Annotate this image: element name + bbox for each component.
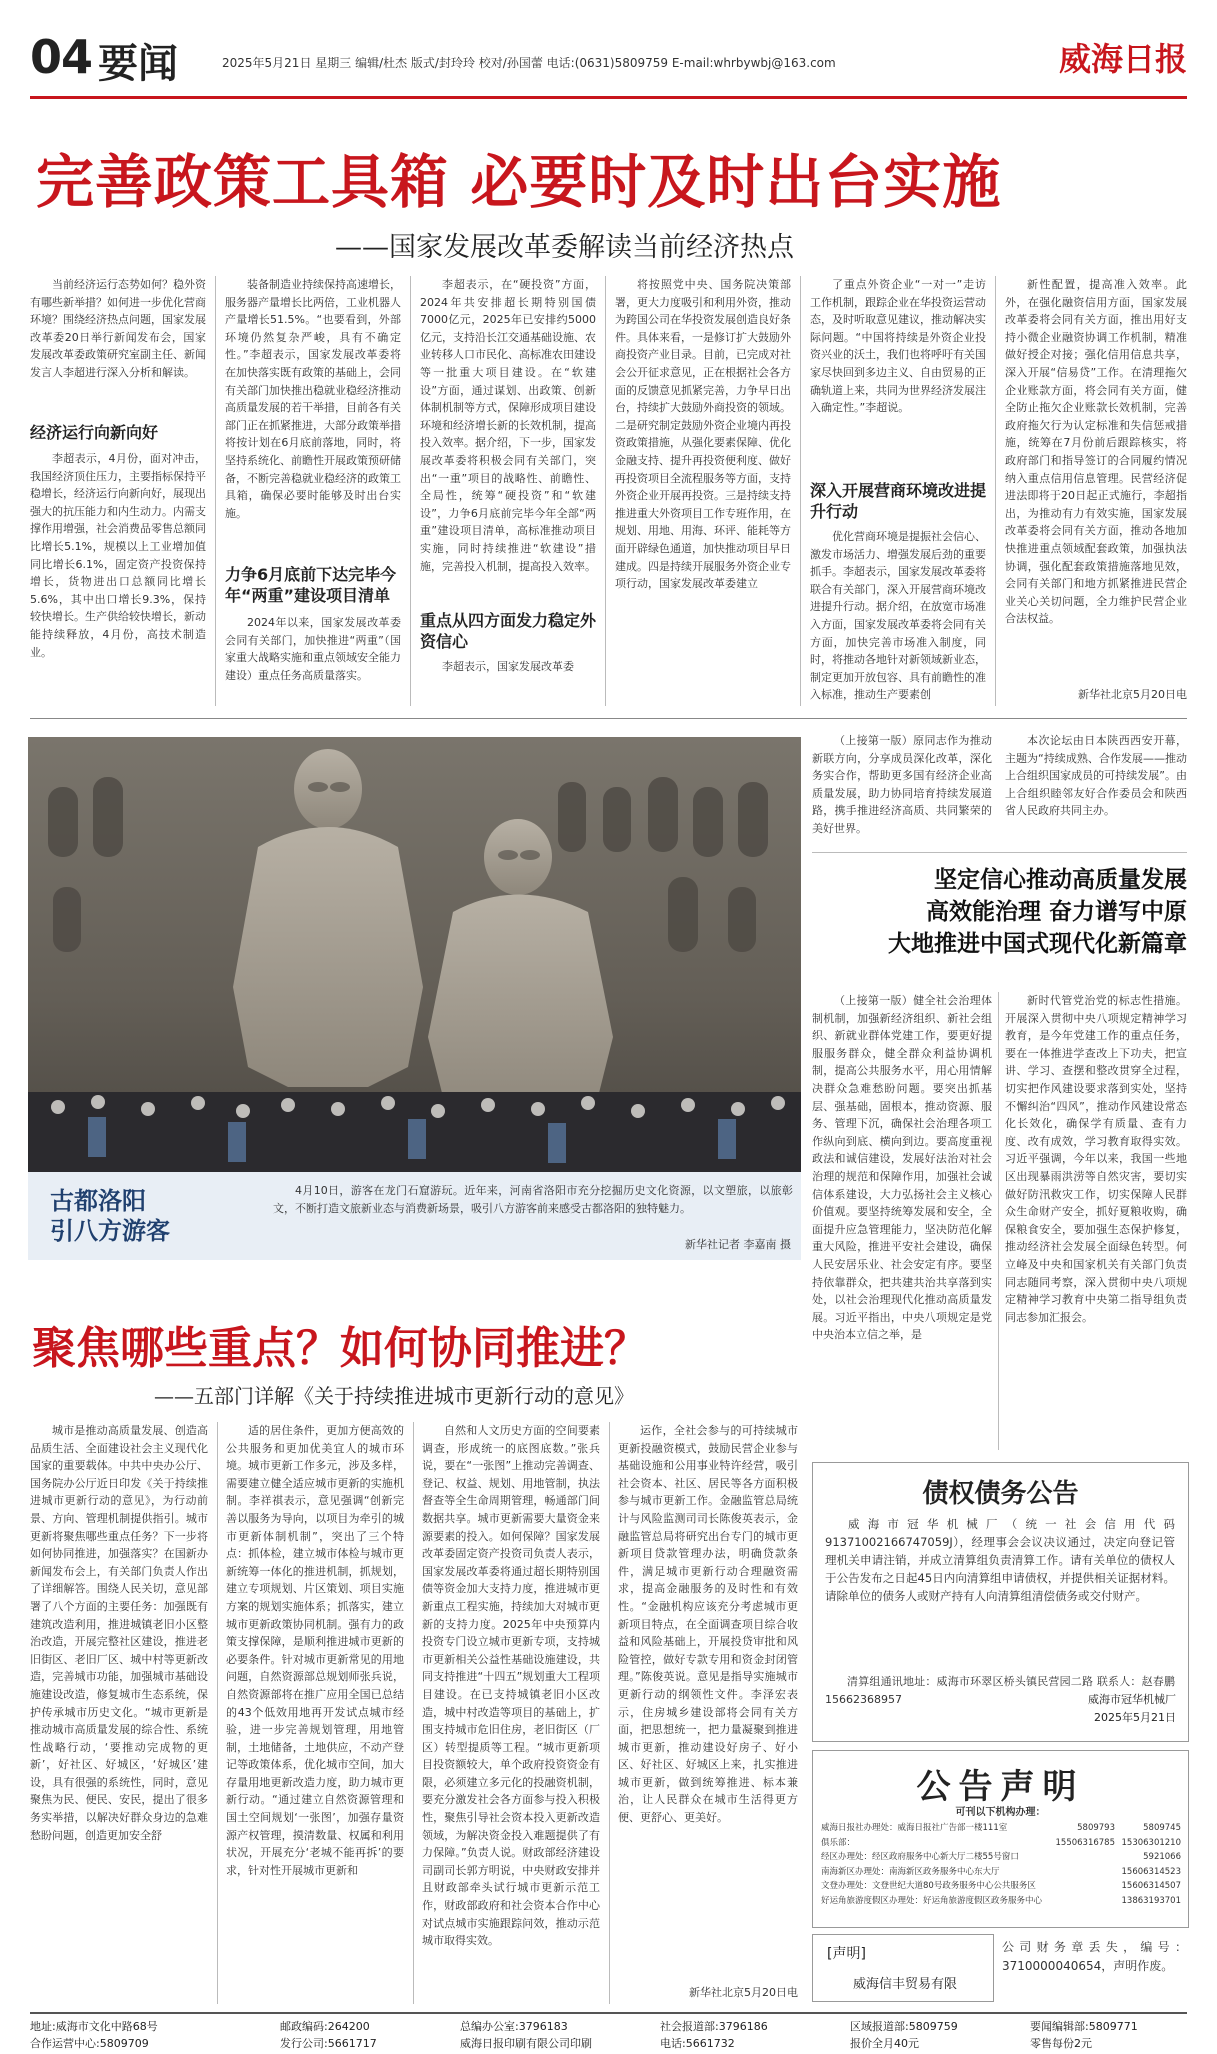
lead-intro-text: 当前经济运行态势如何？稳外资有哪些新举措？如何进一步优化营商环境？围绕经济热点问题，国家发展改革委20日举行新闻发布会，国家发展改革委政策研究室副主任、新闻发言人李超进行深入分析和解读。 [30, 278, 206, 379]
debt-notice-signer: 威海市冠华机械厂 [1088, 1693, 1176, 1706]
lead-subhead-4: 深入开展营商环境改进提升行动 [810, 481, 987, 521]
continuation-column-1 [812, 732, 992, 844]
lead-headline: 完善政策工具箱 必要时及时出台实施 [36, 148, 1002, 216]
urban-column-3 [422, 1422, 600, 2004]
footer-postcode: 邮政编码:264200 [280, 2020, 370, 2033]
section-divider [30, 718, 1187, 719]
right-story-column-2 [1005, 992, 1187, 1450]
urban-column-4-text: 运作，全社会参与的可持续城市更新投融资模式，鼓励民营企业参与基础设施和公用事业特许经营，吸引社会资本、社区、居民等各方面积极参与城市更新工作。金融监管总局统计与风险监测司司长陈俊英表示，金融监管总局将研究出台专门的城市更新项目贷款管理办法，明确贷款条件，满足城市更新行动合理融资需求，提高金融服务的及时性和有效性。“金融机构应该充分考虑城市更新项目特点，在全面调查项目综合收益和风险基础上，开展投贷审批和风险管控，做好专款专用和资金封闭管理。”陈俊英说。意见是指导实施城市更新行动的纲领性文件。李泽宏表示，住房城乡建设部将会同有关方面，把思想统一，把力量凝聚到推进城市更新，推动建设好房子、好小区、好社区、好城区上来，扎实推进城市更新，做到统筹推进、标本兼治，让人民群众在城市生活得更方便、更舒心、更美好。 [618, 1424, 798, 1825]
announcement-phone-2: 15306301210 [1121, 1837, 1181, 1848]
footer-regional-desk: 区域报道部:5809759 [850, 2020, 958, 2033]
masthead [0, 0, 1217, 104]
statement-block [812, 1934, 1187, 2002]
right-story-headline-line-3: 大地推进中国式现代化新篇章 [888, 930, 1187, 957]
statement-label: [声明] [827, 1946, 866, 1962]
continuation-column-2-text: 本次论坛由日本陕西西安开幕，主题为“持续成熟、合作发展——推动上合组织国家成员的可持续发展”。由上合组织睦邻友好合作委员会和陕西省人民政府共同主办。 [1005, 734, 1187, 818]
statement-text [1002, 1938, 1187, 2000]
footer-editorial-office: 总编办公室:3796183 [460, 2020, 568, 2033]
announcement-phone-1 [1047, 1894, 1115, 1909]
footer [30, 2012, 1187, 2052]
continuation-column-2 [1005, 732, 1187, 844]
section-divider [812, 852, 1187, 853]
announcement-title: 公告声明 [916, 1767, 1085, 1807]
lead-column-2 [225, 276, 401, 556]
announcement-row [821, 1821, 1181, 1836]
announcement-phone-2: 13863193701 [1121, 1895, 1181, 1906]
urban-column-2 [226, 1422, 404, 2004]
statement-text-content: 公司财务章丢失，编号：3710000040654，声明作废。 [1002, 1940, 1187, 1973]
news-photo [28, 737, 801, 1172]
lead-column-5 [810, 276, 986, 466]
lead-column-6 [1005, 276, 1187, 676]
statement-label-box [812, 1934, 994, 2002]
debt-notice-contact-text: 清算组通讯地址：威海市环翠区桥头镇民营园二路 联系人：赵春鹏 15662368957 [825, 1675, 1175, 1706]
photo-caption [273, 1182, 793, 1234]
lead-column-1 [30, 450, 206, 705]
right-story-column-1-text: （上接第一版）健全社会治理体制机制，加强新经济组织、新社会组织、新就业群体党建工作，要更好提服服务群众，健全群众利益协调机制，提高公共服务水平，用心用情解决群众急难愁盼问题。要突出抓基层、强基础，固根本，推动资源、服务、管理下沉，确保社会治理各项工作纵向到底、横向到边。要高度重视政法和诚信建设，发展好法治对社会治理的规范和保障作用，加强社会诚信体系建设，大力弘扬社会主义核心价值观。要坚持统筹发展和安全，全面提升应急管理能力，坚决防范化解重大风险，推进平安社会建设，确保人民安居乐业、社会安定有序。要坚持依靠群众，把共建共治共享落到实处，以社会治理现代化推动高质量发展。习近平指出，中央八项规定是党中央治本立信之举，是 [812, 994, 992, 1342]
announcement-office-name: 文登办理处：文登世纪大道80号政务服务中心公共服务区 [821, 1881, 1036, 1891]
newspaper-logo: 威海日报 [1058, 40, 1187, 78]
announcement-office-name: 经区办理处：经区政府服务中心新大厅二楼55号窗口 [821, 1852, 1019, 1862]
column-divider [217, 1422, 218, 2004]
lead-subhead-3: 重点从四方面发力稳定外资信心 [420, 611, 597, 651]
column-divider [995, 276, 996, 706]
announcement-phone-2: 5921066 [1143, 1852, 1181, 1862]
announcement-phone-1 [1047, 1879, 1115, 1894]
urban-column-1-text: 城市是推动高质量发展、创造高品质生活、全面建设社会主义现代化国家的重要载体。中共中央办公厅、国务院办公厅近日印发《关于持续推进城市更新行动的意见》，为行动前景、方向、管理机制提供指引。城市更新将聚焦哪些重点任务？下一步将如何协同推进，加强落实？在国新办新闻发布会上，有关部门负责人作出了详细解答。围绕人民关切，意见部署了八个方面的主要任务：加强既有建筑改造利用，推进城镇老旧小区整治改造，开展完整社区建设，推进老旧街区、老旧厂区、城中村等更新改造，完善城市功能，加强城市基础设施建设改造，修复城市生态系统，保护传承城市历史文化。“城市更新是推动城市高质量发展的综合性、系统性战略行动，‘要推动完成物的更新’，好社区、好城区，‘好城区’建设，具有很强的系统性，同时，意见聚焦为民、便民、安民，提出了很多务实举措，以解决好群众身边的急难愁盼问题，创造更加安全舒 [30, 1424, 208, 1842]
announcement-row [821, 1894, 1181, 1909]
lead-column-4-text: 将按照党中央、国务院决策部署，更大力度吸引和利用外资，推动为跨国公司在华投资发展创造良好条件。具体来看，一是修订扩大鼓励外商投资产业目录。目前，已完成对社会公开征求意见，正在根据社会各方面的反馈意见抓紧完善，力争早日出台，持续扩大鼓励外商投资的领域。二是研究制定鼓励外资企业境内再投资政策措施，从强化要素保障、优化金融支持、提升再投资便利度、做好再投资项目全流程服务等方面，支持外资企业开展再投资。三是持续支持推进重大外资项目工作专班作用，在规划、用地、用海、环评、能耗等方面开辟绿色通道，加快推动项目早日建成。四是持续开展服务外资企业专项行动，国家发展改革委建立 [615, 278, 791, 591]
lead-column-3-text: 李超表示，在“硬投资”方面，2024年共安排超长期特别国债7000亿元，2025年已安排约5000亿元，支持沿长江交通基础设施、农业转移人口市民化、高标准农田建设等一批重大项目建设。在“软建设”方面，通过谋划、出政策、创新体制机制等方式，保障形成项目建设环境和经济增长新的长效机制，提高投入效率。据介绍，下一步，国家发展改革委将积极会同有关部门，突出“一重”项目的战略性、前瞻性、全局性，统筹“硬投资”和“软建设”，力争6月底前完毕今年全部“两重”建设项目清单，高标准推动项目实施，同时持续推进“软建设”措施，完善投入机制，提高投入效率。 [420, 278, 596, 573]
continuation-column-1-text: （上接第一版）原同志作为推动新联方向，分享成员深化改革，深化务实合作，帮助更多国有经济企业高质量发展，助力协同培育持续发展道路，携手推进经济高质、共同繁荣的美好世界。 [812, 734, 992, 835]
photo-caption-box [28, 1172, 801, 1260]
announcement-row [821, 1865, 1181, 1880]
footer-monthly-price: 报价全月40元 [850, 2037, 919, 2050]
announcement-phone-1 [1047, 1850, 1115, 1865]
lead-column-2b-text: 2024年以来，国家发展改革委会同有关部门，加快推进“两重”（国家重大战略实施和重点领域安全能力建设）重点任务高质量落实。 [225, 616, 401, 682]
footer-retail-price: 零售每份2元 [1030, 2037, 1092, 2050]
column-divider [605, 276, 606, 706]
lead-column-1-text: 李超表示，4月份，面对冲击，我国经济顶住压力，主要指标保持平稳增长，经济运行向新向好，展现出强大的抗压能力和内生动力。内需支撑作用增强，社会消费品零售总额同比增长5.1%，规模以上工业增加值同比增长6.1%，固定资产投资保持增长，货物进出口总额同比增长5.6%，其中出口增长9.3%，保持较快增长。生产供给较快增长，新动能持续释放，4月份，高技术制造业。 [30, 452, 206, 659]
lead-column-5b-text: 优化营商环境是提振社会信心、激发市场活力、增强发展后劲的重要抓手。李超表示，国家发展改革委将联合有关部门，深入开展营商环境改进提升行动。据介绍，在放宽市场准入方面，国家发展改革委将会同有关方面，加快完善市场准入制度，同时，将推动各地针对新领域新业态，制定更加开放包容、具有前瞻性的准入标准，推动生产要素创 [810, 530, 986, 702]
announcement-row [821, 1850, 1181, 1865]
debt-notice-title: 债权债务公告 [922, 1479, 1079, 1509]
right-story-column-1 [812, 992, 992, 1450]
announcement-subtitle: 可刊以下机构办理： [955, 1807, 1046, 1818]
column-divider [800, 276, 801, 706]
right-story-headline-line-1: 坚定信心推动高质量发展 [934, 866, 1187, 893]
photo-title-line-1: 古都洛阳 [50, 1186, 146, 1215]
announcement-offices [821, 1821, 1181, 1908]
lead-column-6-text: 新性配置，提高准入效率。此外，在强化融资信用方面，国家发展改革委将会同有关方面，推出用好支持小微企业融资协调工作机制，精准做好授企对接；强化信用信息共享，深入开展“信易贷”工作。在清理拖欠企业账款方面，将会同有关方面，健全防止拖欠企业账款长效机制，完善政府拖欠行为认定标准和失信惩戒措施，统筹在7月份前后跟踪核实，将政府部门和指导签订的合同履约情况纳入重点信用信息管理。民营经济促进法即将于20日起正式施行，李超指出，为推动有力有效实施，国家发展改革委将会同有关方面，推动各地加快推进重点领域配套政策，加强执法协调，强化配套政策措施落地见效，会同有关部门和地方抓紧推进民营企业关心关切问题，全力维护民营企业合法权益。 [1005, 278, 1187, 626]
urban-subheadline: ——五部门详解《关于持续推进城市更新行动的意见》 [154, 1384, 634, 1408]
lead-column-3 [420, 276, 596, 600]
footer-news-desk: 要闻编辑部:5809771 [1030, 2020, 1138, 2033]
announcement-office-name: 俱乐部： [821, 1837, 856, 1848]
photo-credit: 新华社记者 李嘉南 摄 [685, 1238, 791, 1251]
column-divider [998, 992, 999, 1450]
column-divider [215, 276, 216, 706]
debt-notice-body [825, 1515, 1175, 1671]
lead-column-4 [615, 276, 791, 706]
footer-operations: 合作运营中心:5809709 [30, 2037, 149, 2050]
column-divider [410, 276, 411, 706]
urban-column-2-text: 适的居住条件，更加方便高效的公共服务和更加优美宜人的城市环境。城市更新工作多元，涉及多样，需要建立健全适应城市更新的实施机制。李祥祺表示，意见强调“创新完善以服务为导向，以项目为牵引的城市更新体制机制”，突出了三个特点：抓体检，建立城市体检与城市更新统筹一体化的推进机制，抓规划，建立专项规划、片区策划、项目实施方案的规划实施体系；抓落实，建立城市更新政策协同机制。强有力的政策支撑保障，是顺利推进城市更新的必要条件。针对城市更新常见的用地问题，自然资源部总规划师张兵说，自然资源部将在推广应用全国已总结的43个低效用地再开发试点城市经验，进一步完善规划管理，用地管制，土地储备，土地供应，不动产登记等政策体系，优化城市空间，加大存量用地更新改造力度，助力城市更新行动。“通过建立自然资源管理和国土空间规划‘一张图’，加强存量资源产权管理，摸清数量、权属和利用状况，开展充分‘老城不能再拆’的要求，针对性开展城市更新和 [226, 1424, 404, 1877]
photo-title-line-2: 引八方游客 [50, 1216, 170, 1245]
announcement-phone-2: 5809745 [1143, 1823, 1181, 1833]
lead-column-3b-text: 李超表示，国家发展改革委 [442, 660, 574, 673]
lead-column-2-text: 装备制造业持续保持高速增长，服务器产量增长比两倍，工业机器人产量增长51.5%。“也要看到，外部环境仍然复杂严峻，具有不确定性。”李超表示，国家发展改革委将在加快落实既有政策的基础上，会同有关部门加快推出稳就业稳经济推动高质量发展的若干举措，目前各有关部门正在抓紧推进，大部分政策举措将按计划在6月底前落地，同时，将坚持系统化、前瞻性开展政策预研储备，不断完善稳就业稳经济的政策工具箱，确保必要时能够及时出台实施。 [225, 278, 401, 520]
announcement-row [821, 1836, 1181, 1851]
urban-column-4 [618, 1422, 798, 1982]
lead-subhead-2: 力争6月底前下达完毕今年“两重”建设项目清单 [225, 565, 397, 605]
announcement-office-name: 好运角旅游度假区办理处：好运角旅游度假区政务服务中心 [821, 1895, 1043, 1906]
announcement-box [812, 1750, 1189, 1928]
lead-credit: 新华社北京5月20日电 [1078, 688, 1187, 701]
lead-column-5b [810, 528, 986, 706]
photo-caption-text: 4月10日，游客在龙门石窟游玩。近年来，河南省洛阳市充分挖掘历史文化资源，以文塑旅，以旅彰文，不断打造文旅新业态与消费新场景，吸引八方游客前来感受古都洛阳的独特魅力。 [273, 1184, 793, 1215]
footer-printer: 威海日报印刷有限公司印刷 [460, 2037, 592, 2050]
footer-distribution: 发行公司:5661717 [280, 2037, 377, 2050]
announcement-row [821, 1879, 1181, 1894]
footer-address: 地址:威海市文化中路68号 [30, 2020, 158, 2033]
right-story-column-2-text: 新时代管党治党的标志性措施。开展深入贯彻中央八项规定精神学习教育，是今年党建工作的重点任务，要在一体推进学查改上下功夫，把宣讲、学习、查摆和整改贯穿全过程，切实把作风建设要求落到实处，坚持不懈纠治“四风”，推动作风建设常态化长效化，确保学有质量、查有力度、改有成效，学习教育取得实效。习近平强调，今年以来，我国一些地区出现暴雨洪涝等自然灾害，要切实做好防汛救灾工作，切实保障人民群众生命财产安全，抓好夏粮收购，确保粮食安全，要加强生态保护修复，推动经济社会发展全面绿色转型。何立峰及中央和国家机关有关部门负责同志随同考察，深入贯彻中央八项规定精神学习教育中央第二指导组负责同志参加汇报会。 [1005, 994, 1187, 1324]
lead-column-3b [420, 658, 596, 706]
section-title: 要闻 [98, 41, 178, 87]
footer-social-desk: 社会报道部:3796186 [660, 2020, 768, 2033]
announcement-phone-1 [1047, 1865, 1115, 1880]
masthead-rule [30, 96, 1187, 99]
urban-column-1 [30, 1422, 208, 2004]
announcement-phone-2: 15606314523 [1121, 1866, 1181, 1877]
urban-headline: 聚焦哪些重点？如何协同推进？ [32, 1323, 648, 1374]
lead-subheadline: ——国家发展改革委解读当前经济热点 [335, 232, 794, 263]
debt-notice-box [812, 1462, 1189, 1742]
urban-credit: 新华社北京5月20日电 [689, 1986, 798, 1999]
debt-notice-body-text: 威海市冠华机械厂（统一社会信用代码91371002166747059J），经理事会会议决议通过，决定向登记管理机关申请注销，并成立清算组负责清算工作。请有关单位的债权人于公告发布之日起45日内向清算组申请债权，并提供相关证据材料。请除单位的债务人或财产持有人向清算组清偿债务或交付财产。 [825, 1517, 1175, 1603]
lead-subhead-1: 经济运行向新向好 [30, 423, 159, 442]
statement-company: 威海信丰贸易有限 [853, 1977, 958, 1992]
urban-column-3-text: 自然和人文历史方面的空间要素调查，形成统一的底图底数。”张兵说，要在“一张图”上推动完善调查、登记、权益、规划、用地管制，执法督查等全生命周期管理，畅通部门间数据共享。城市更新需要大量资金来源要素的投入。如何保障？国家发展改革委固定资产投资司负责人表示，国家发展改革委将通过超长期特别国债等资金加大支持力度，推进城市更新重点工程实施，持续加大对城市更新的支持力度。2025年中央预算内投资专门设立城市更新专项，支持城市更新相关公益性基础设施建设，共同支持推进“十四五”规划重大工程项目建设。在已支持城镇老旧小区改造，城中村改造等项目的基础上，扩围支持城市危旧住房，老旧街区（厂区）转型提质等工程。“城市更新项目投资额较大，单个政府投资资金有限，必须建立多元化的投融资机制，要充分激发社会各方面参与投入积极性，聚焦引导社会资本投入更新改造领域，为解决资金投入难题提供了有力保障。”负责人说。财政部经济建设司副司长郭方明说，中央财政安排并且财政部牵头试行城市更新示范工作，财政部政府和社会资本合作中心对试点城市实施跟踪问效，推动示范城市取得实效。 [422, 1424, 600, 1948]
lead-intro [30, 276, 206, 418]
footer-printer-phone: 电话:5661732 [660, 2037, 735, 2050]
column-divider [413, 1422, 414, 2004]
announcement-phone-1: 15506316785 [1055, 1837, 1115, 1848]
announcement-office-name: 威海日报社办理处：威海日报社广告部一楼111室 [821, 1823, 1008, 1833]
longmen-grottoes-photo [28, 737, 801, 1172]
right-story-headline [812, 864, 1187, 960]
page-number: 04 [30, 30, 93, 84]
debt-notice-date: 2025年5月21日 [1094, 1711, 1176, 1724]
lead-column-5-text: 了重点外资企业“一对一”走访工作机制，跟踪企业在华投资运营动态，及时听取意见建议，推动解决实际问题。“中国将持续是外资企业投资兴业的沃土，我们也将呼吁有关国家尽快回到多边主义、自由贸易的正确轨道上来，共同为世界经济发展注入确定性。”李超说。 [810, 278, 986, 415]
column-divider [609, 1422, 610, 2004]
announcement-phone-1: 5809793 [1077, 1823, 1115, 1833]
announcement-phone-2: 15606314507 [1121, 1881, 1181, 1891]
lead-column-2b [225, 614, 401, 706]
masthead-info: 2025年5月21日 星期三 编辑/杜杰 版式/封玲玲 校对/孙国蕾 电话:(0631)5809759 E-mail:whrbywbj@163.com [222, 56, 836, 70]
announcement-office-name: 南海新区办理处：南海新区政务服务中心东大厅 [821, 1866, 1000, 1877]
right-story-headline-line-2: 高效能治理 奋力谱写中原 [925, 898, 1187, 925]
